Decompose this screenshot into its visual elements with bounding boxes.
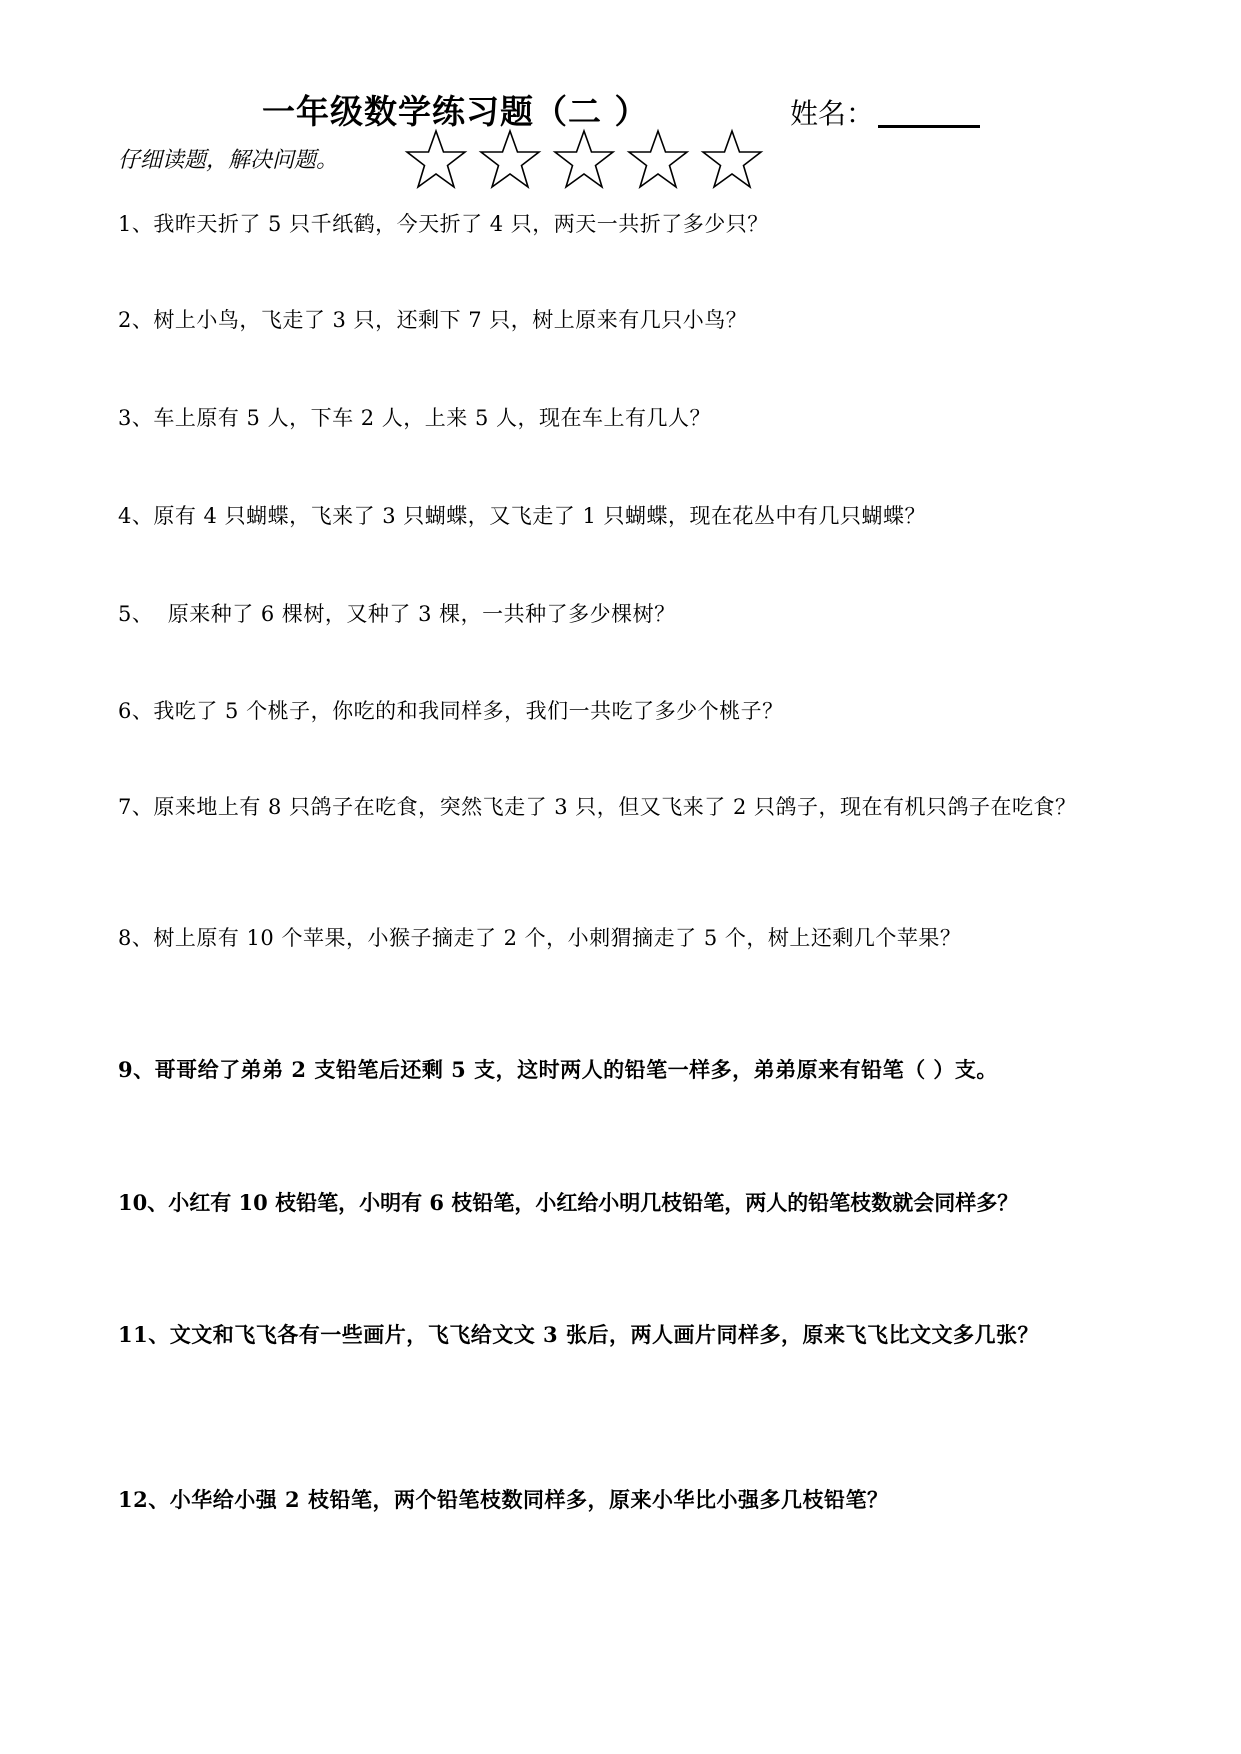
instruction-text: 仔细读题，解决问题。: [118, 148, 339, 173]
question-5: [118, 597, 1138, 631]
name-blank-line[interactable]: [878, 125, 980, 128]
question-text: 树上小鸟，飞走了 3 只，还剩下 7 只，树上原来有几只小鸟？: [153, 308, 748, 332]
question-number: 12、: [118, 1487, 170, 1512]
star-outline-icon[interactable]: [478, 128, 542, 192]
question-number: 1、: [118, 212, 154, 236]
question-11: [118, 1318, 1128, 1352]
star-outline-icon[interactable]: [404, 128, 468, 192]
question-text: 我昨天折了 5 只千纸鹤，今天折了 4 只，两天一共折了多少只？: [153, 212, 769, 236]
question-7: [118, 790, 1157, 824]
question-number: 7、: [118, 795, 154, 819]
question-number: 11、: [118, 1322, 170, 1347]
question-6: [118, 694, 1138, 728]
question-number: 5、: [118, 602, 168, 626]
star-outline-icon[interactable]: [700, 128, 764, 192]
question-text: 原来地上有 8 只鸽子在吃食，突然飞走了 3 只，但又飞来了 2 只鸽子，现在有机只鸽子在吃食？: [153, 795, 1077, 819]
question-text: 原有 4 只蝴蝶，飞来了 3 只蝴蝶，又飞走了 1 只蝴蝶，现在花丛中有几只蝴蝶？: [153, 504, 927, 528]
question-text: 车上原有 5 人，下车 2 人，上来 5 人，现在车上有几人？: [153, 406, 712, 430]
question-9: [118, 1053, 1138, 1087]
question-number: 6、: [118, 699, 154, 723]
question-4: [118, 499, 1138, 533]
question-number: 8、: [118, 926, 154, 950]
star-outline-icon[interactable]: [552, 128, 616, 192]
question-text: 小华给小强 2 枝铅笔，两个铅笔枝数同样多，原来小华比小强多几枝铅笔？: [169, 1487, 889, 1512]
question-text: 原来种了 6 棵树，又种了 3 棵，一共种了多少棵树？: [167, 602, 676, 626]
question-2: [118, 303, 1138, 337]
question-text: 文文和飞飞各有一些画片，飞飞给文文 3 张后，两人画片同样多，原来飞飞比文文多几张？: [169, 1322, 1039, 1347]
question-number: 9、: [118, 1057, 155, 1082]
question-number: 4、: [118, 504, 154, 528]
question-text: 小红有 10 枝铅笔，小明有 6 枝铅笔，小红给小明几枝铅笔，两人的铅笔枝数就会同样多？: [168, 1190, 1019, 1215]
rating-stars: [404, 128, 776, 200]
question-1: [118, 207, 1138, 241]
page-title: 一年级数学练习题（二 ）: [262, 92, 649, 131]
question-number: 10、: [118, 1190, 169, 1215]
question-12: [118, 1483, 1138, 1517]
question-3: [118, 401, 1138, 435]
question-10: [118, 1186, 1138, 1220]
question-number: 3、: [118, 406, 154, 430]
name-label: 姓名：: [790, 97, 875, 130]
question-text: 我吃了 5 个桃子，你吃的和我同样多，我们一共吃了多少个桃子？: [153, 699, 784, 723]
question-text: 树上原有 10 个苹果，小猴子摘走了 2 个，小刺猬摘走了 5 个，树上还剩几个苹果？: [153, 926, 962, 950]
question-8: [118, 921, 1138, 955]
question-text: 哥哥给了弟弟 2 支铅笔后还剩 5 支，这时两人的铅笔一样多，弟弟原来有铅笔（ ）支。: [154, 1057, 998, 1082]
question-number: 2、: [118, 308, 154, 332]
star-outline-icon[interactable]: [626, 128, 690, 192]
